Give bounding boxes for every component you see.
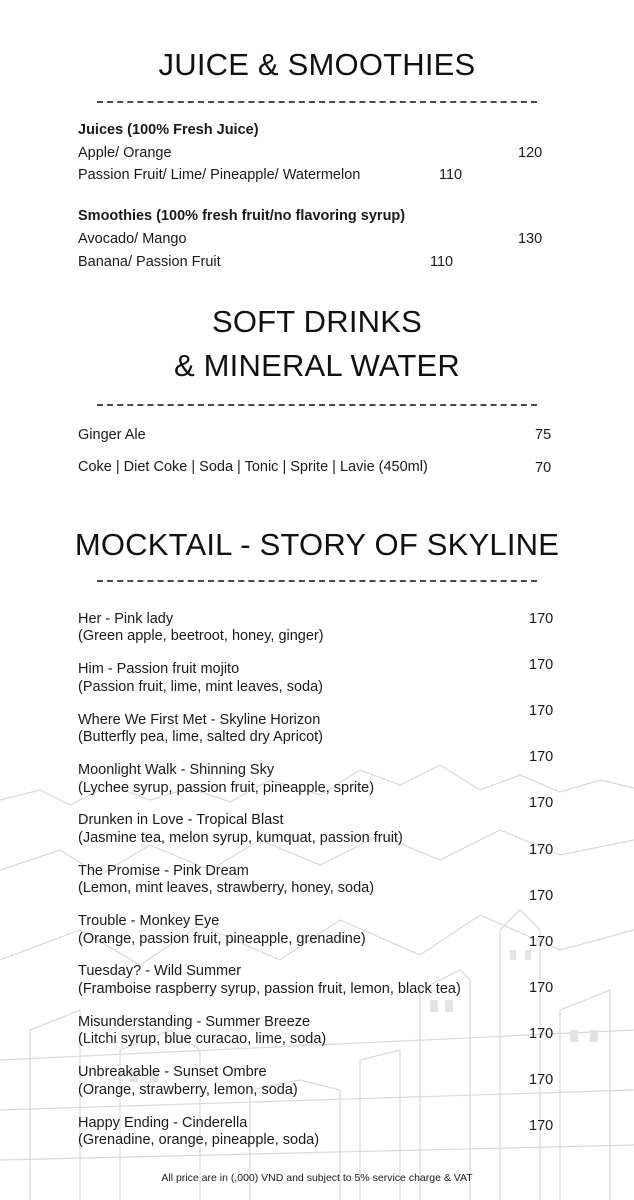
mocktail-description: (Lychee syrup, passion fruit, pineapple, sprite)	[78, 780, 375, 796]
mocktail-price: 170	[529, 1026, 554, 1042]
mocktail-name: The Promise - Pink Dream	[78, 863, 249, 879]
mocktail-description: (Litchi syrup, blue curacao, lime, soda)	[78, 1031, 327, 1047]
mocktail-name: Where We First Met - Skyline Horizon	[78, 712, 321, 728]
menu-item-name: Banana/ Passion Fruit	[78, 254, 221, 270]
mocktail-price: 170	[529, 657, 554, 673]
divider	[97, 101, 537, 103]
menu-item-price: 110	[439, 167, 463, 183]
mocktail-price: 170	[529, 888, 554, 904]
mocktail-description: (Framboise raspberry syrup, passion fruit, lemon, black tea)	[78, 981, 461, 997]
menu-item-price: 120	[518, 145, 543, 161]
mocktail-name: Unbreakable - Sunset Ombre	[78, 1064, 267, 1080]
subheader-smoothies: Smoothies (100% fresh fruit/no flavoring syrup)	[78, 208, 406, 224]
mocktail-name: Trouble - Monkey Eye	[78, 913, 220, 929]
subheader-juices: Juices (100% Fresh Juice)	[78, 122, 259, 138]
mocktail-name: Her - Pink lady	[78, 611, 174, 627]
mocktail-name: Tuesday? - Wild Summer	[78, 963, 242, 979]
menu-item-name: Ginger Ale	[78, 427, 146, 443]
menu-item-name: Passion Fruit/ Lime/ Pineapple/ Watermelon	[78, 167, 361, 183]
menu-item-name: Avocado/ Mango	[78, 231, 187, 247]
mocktail-name: Misunderstanding - Summer Breeze	[78, 1014, 311, 1030]
mocktail-description: (Passion fruit, lime, mint leaves, soda)	[78, 679, 323, 695]
section-title-soft-line2: & MINERAL WATER	[173, 348, 461, 383]
mocktail-price: 170	[529, 842, 554, 858]
menu-item-name: Coke | Diet Coke | Soda | Tonic | Sprite | Lavie (450ml)	[78, 459, 428, 475]
mocktail-description: (Grenadine, orange, pineapple, soda)	[78, 1132, 320, 1148]
menu-item-name: Apple/ Orange	[78, 145, 172, 161]
divider	[97, 404, 537, 406]
mocktail-price: 170	[529, 749, 554, 765]
section-title-mocktail: MOCKTAIL - STORY OF SKYLINE	[74, 527, 560, 562]
menu-item-price: 70	[535, 460, 552, 476]
mocktail-price: 170	[529, 1118, 554, 1134]
mocktail-description: (Lemon, mint leaves, strawberry, honey, soda)	[78, 880, 375, 896]
mocktail-description: (Orange, strawberry, lemon, soda)	[78, 1082, 298, 1098]
mocktail-description: (Jasmine tea, melon syrup, kumquat, passion fruit)	[78, 830, 403, 846]
mocktail-name: Moonlight Walk - Shinning Sky	[78, 762, 275, 778]
mocktail-price: 170	[529, 934, 554, 950]
mocktail-name: Happy Ending - Cinderella	[78, 1115, 248, 1131]
menu-item-price: 75	[535, 427, 552, 443]
mocktail-description: (Green apple, beetroot, honey, ginger)	[78, 628, 324, 644]
mocktail-price: 170	[529, 611, 554, 627]
divider	[97, 580, 537, 582]
mocktail-name: Drunken in Love - Tropical Blast	[78, 812, 284, 828]
mocktail-name: Him - Passion fruit mojito	[78, 661, 240, 677]
mocktail-description: (Orange, passion fruit, pineapple, grenadine)	[78, 931, 366, 947]
mocktail-price: 170	[529, 1072, 554, 1088]
menu-item-price: 110	[430, 254, 454, 270]
section-title-soft-line1: SOFT DRINKS	[211, 304, 423, 339]
menu-item-price: 130	[518, 231, 543, 247]
mocktail-price: 170	[529, 795, 554, 811]
section-title-juice: JUICE & SMOOTHIES	[158, 47, 476, 82]
footer-note: All price are in (,000) VND and subject to 5% service charge & VAT	[161, 1172, 473, 1184]
mocktail-price: 170	[529, 703, 554, 719]
mocktail-price: 170	[529, 980, 554, 996]
mocktail-description: (Butterfly pea, lime, salted dry Apricot)	[78, 729, 323, 745]
